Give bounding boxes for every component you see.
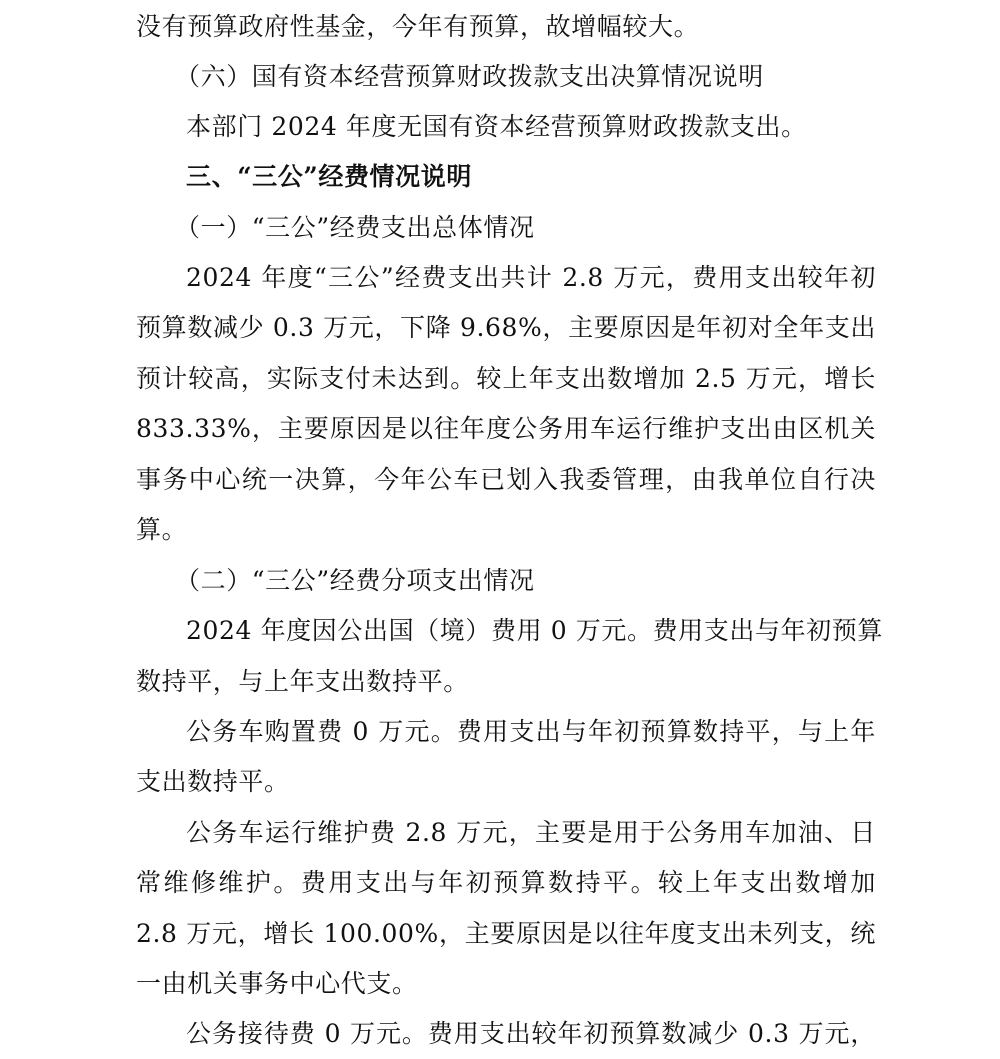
text-line: 一由机关事务中心代支。 — [136, 969, 418, 998]
text-line: 833.33%，主要原因是以往年度公务用车运行维护支出由区机关 — [136, 414, 876, 443]
text-line: 常维修维护。费用支出与年初预算数持平。较上年支出数增加 — [136, 868, 876, 897]
text-line: 预计较高，实际支付未达到。较上年支出数增加 2.5 万元，增长 — [136, 364, 876, 393]
text-line: 2024 年度因公出国（境）费用 0 万元。费用支出与年初预算 — [186, 616, 883, 645]
text-line: 数持平，与上年支出数持平。 — [136, 667, 469, 696]
text-line: 本部门 2024 年度无国有资本经营预算财政拨款支出。 — [186, 112, 807, 141]
text-line: 事务中心统一决算，今年公车已划入我委管理，由我单位自行决 — [136, 465, 876, 494]
text-line: 2.8 万元，增长 100.00%，主要原因是以往年度支出未列支，统 — [136, 919, 876, 948]
text-line: 没有预算政府性基金，今年有预算，故增幅较大。 — [136, 12, 700, 41]
text-line: 2024 年度“三公”经费支出共计 2.8 万元，费用支出较年初 — [186, 263, 876, 292]
text-line: 算。 — [136, 515, 188, 544]
text-line: 公务车运行维护费 2.8 万元，主要是用于公务用车加油、日 — [186, 818, 876, 847]
text-line: 公务接待费 0 万元。费用支出较年初预算数减少 0.3 万元， — [186, 1019, 876, 1048]
section-heading: （二）“三公”经费分项支出情况 — [175, 566, 535, 595]
section-heading: （六）国有资本经营预算财政拨款支出决算情况说明 — [175, 62, 764, 91]
section-heading: （一）“三公”经费支出总体情况 — [175, 213, 535, 242]
text-line: 预算数减少 0.3 万元，下降 9.68%，主要原因是年初对全年支出 — [136, 313, 876, 342]
text-line: 公务车购置费 0 万元。费用支出与年初预算数持平，与上年 — [186, 717, 876, 746]
text-line: 支出数持平。 — [136, 767, 290, 796]
chapter-heading: 三、“三公”经费情况说明 — [186, 162, 472, 191]
